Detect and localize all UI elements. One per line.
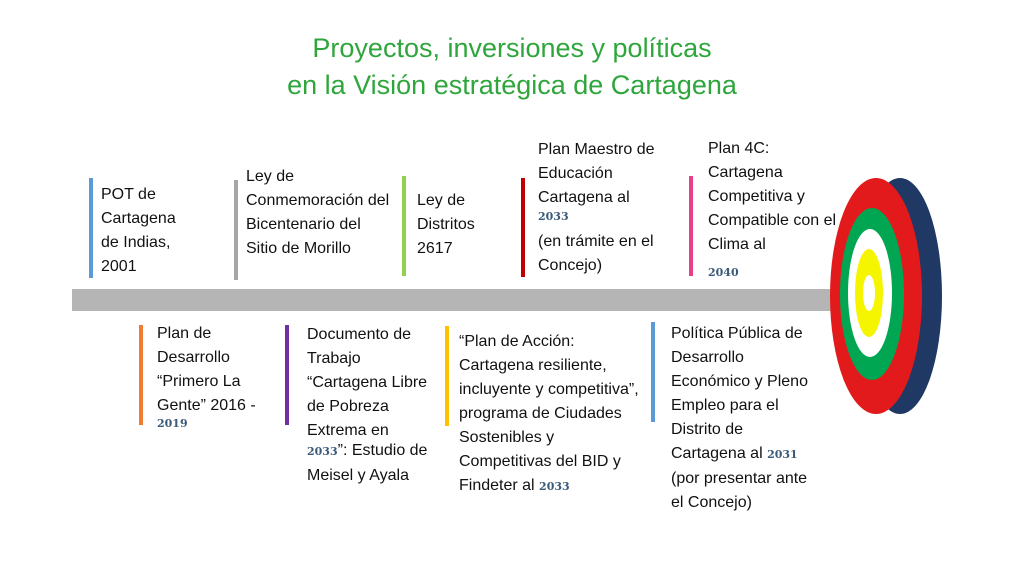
milestone-text	[307, 323, 442, 488]
milestone-bar	[285, 325, 289, 425]
milestone-year: 2033	[538, 210, 569, 223]
milestone-text: Ley de Distritos 2617	[417, 192, 475, 257]
milestone-bar	[445, 326, 449, 426]
milestone-bar	[651, 322, 655, 422]
milestone-text	[459, 330, 639, 499]
milestone-year: 2019	[157, 417, 188, 430]
milestone-bar	[139, 325, 143, 425]
milestone-label: Plan de Desarrollo “Primero La Gente” 2016 -	[157, 325, 256, 414]
milestone-bar	[521, 178, 525, 277]
milestone-label: “Plan de Acción: Cartagena resiliente, incluyente y competitiva”, programa de Ciudades Sostenibles y Competitivas del BID y Findeter al	[459, 333, 639, 494]
milestone-text	[708, 137, 838, 285]
milestone-label: Política Pública de Desarrollo Económico y Pleno Empleo para el Distrito de Cartagena al	[671, 325, 808, 462]
milestone-bar	[689, 176, 693, 276]
milestone-text	[538, 138, 663, 278]
milestone-text	[671, 322, 821, 515]
timeline-arrow	[72, 289, 884, 311]
diagram-title	[0, 30, 1024, 104]
milestone-note: (por presentar ante el Concejo)	[671, 470, 808, 511]
target-icon	[830, 176, 944, 416]
milestone-text: POT de Cartagena de Indias, 2001	[101, 186, 176, 275]
milestone-year: 2040	[708, 266, 739, 279]
milestone-year: 2033	[307, 445, 338, 458]
milestone-label: Documento de Trabajo “Cartagena Libre de Pobreza Extrema en	[307, 326, 428, 439]
title-line-1: Proyectos, inversiones y políticas	[312, 33, 712, 63]
milestone-label: Plan 4C: Cartagena Competitiva y Compatible con el Clima al	[708, 140, 837, 253]
milestone-year: 2031	[767, 448, 798, 461]
milestone-bar	[234, 180, 238, 280]
milestone-label: Plan Maestro de Educación Cartagena al	[538, 141, 655, 206]
target-center	[863, 275, 875, 311]
milestone-note: (en trámite en el Concejo)	[538, 233, 654, 274]
milestone-text	[157, 322, 277, 430]
milestone-note: ”: Estudio de Meisel y Ayala	[307, 442, 428, 484]
title-line-2: en la Visión estratégica de Cartagena	[287, 70, 737, 100]
milestone-bar	[402, 176, 406, 276]
milestone-bar	[89, 178, 93, 278]
milestone-text: Ley de Conmemoración del Bicentenario del Sitio de Morillo	[246, 168, 390, 257]
milestone-year: 2033	[539, 480, 570, 493]
